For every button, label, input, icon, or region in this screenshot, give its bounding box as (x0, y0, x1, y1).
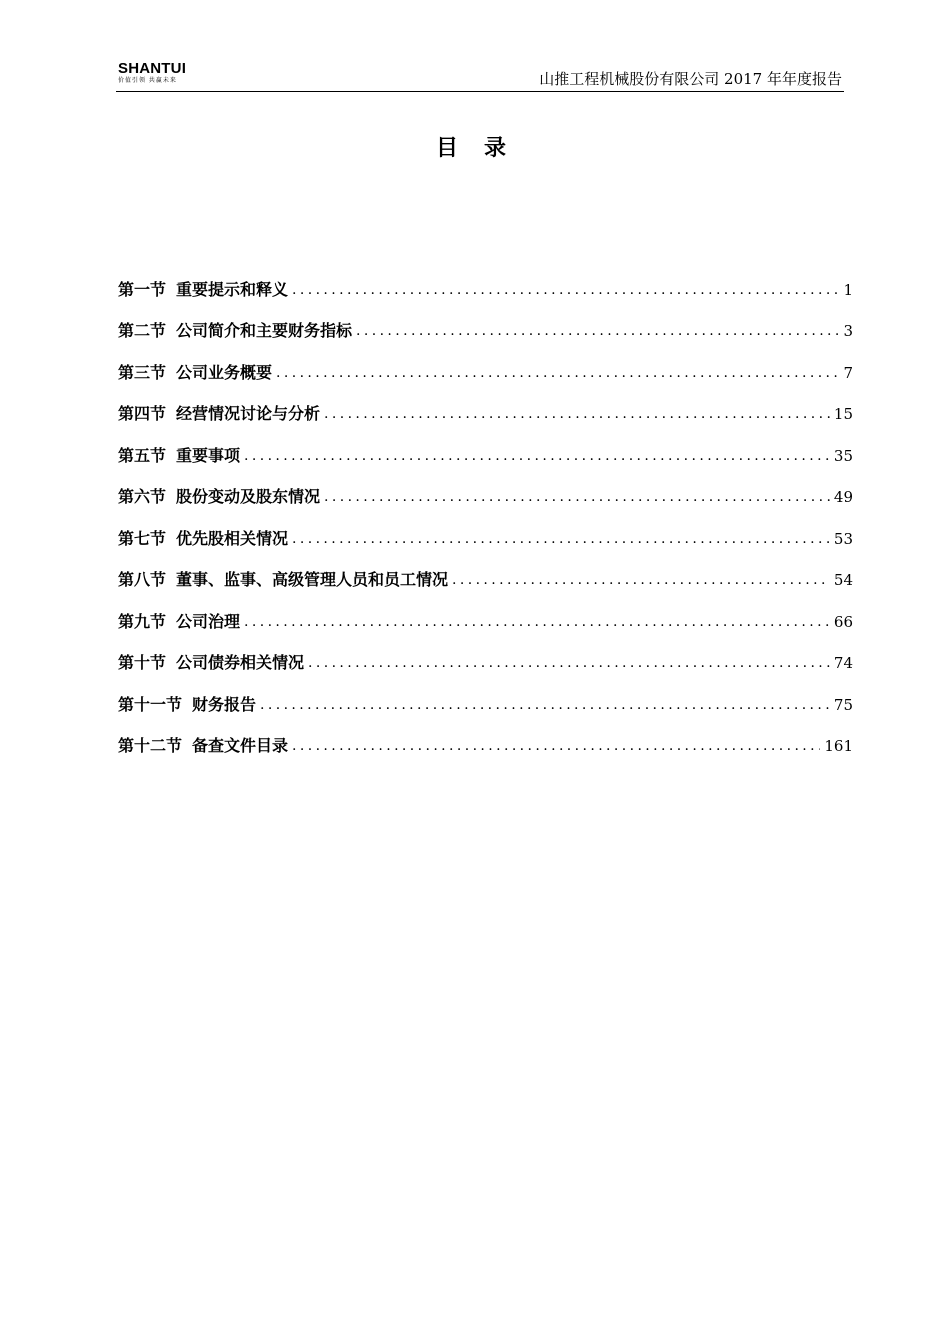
toc-heading: 目录 (435, 136, 532, 161)
toc-section-number: 第十一节 (118, 694, 183, 714)
toc-section-name: 公司业务概要 (176, 362, 273, 382)
toc-section-name: 公司治理 (176, 611, 241, 631)
toc-entry[interactable] (118, 673, 853, 715)
toc-leader-dots (244, 446, 830, 466)
toc-section-name: 经营情况讨论与分析 (176, 404, 321, 423)
toc-section-number: 第十节 (118, 653, 167, 672)
toc-leader-dots (292, 736, 820, 756)
toc-section-name: 公司债券相关情况 (176, 653, 305, 672)
toc-section-number: 第八节 (118, 570, 167, 589)
toc-section-name: 股份变动及股东情况 (176, 487, 321, 506)
toc-section-name: 优先股相关情况 (176, 528, 289, 548)
toc-leader-dots (324, 487, 830, 507)
toc-page-number: 15 (833, 405, 853, 423)
toc-section-name: 重要事项 (176, 445, 241, 465)
toc-leader-dots (308, 653, 830, 673)
toc-page-number: 3 (843, 322, 853, 340)
toc-leader-dots (276, 363, 839, 383)
report-header-title: 山推工程机械股份有限公司 2017 年年度报告 (539, 70, 842, 88)
toc-section-name: 财务报告 (192, 694, 257, 714)
toc-page-number: 161 (824, 737, 853, 755)
toc-page-number: 74 (833, 654, 853, 672)
toc-section-number: 第七节 (118, 528, 167, 548)
company-logo (118, 61, 214, 89)
toc-page-number: 35 (833, 446, 853, 465)
toc-entry[interactable] (118, 590, 853, 632)
toc-entry[interactable] (118, 549, 853, 591)
toc-leader-dots (452, 570, 830, 590)
table-of-contents (118, 258, 853, 756)
toc-entry[interactable] (118, 258, 853, 300)
toc-entry[interactable] (118, 715, 853, 757)
toc-entry[interactable] (118, 507, 853, 549)
toc-page-number: 53 (833, 529, 853, 548)
toc-page-number: 1 (843, 280, 853, 299)
toc-section-name: 重要提示和释义 (176, 279, 289, 299)
toc-entry[interactable] (118, 466, 853, 508)
toc-leader-dots (260, 695, 830, 715)
toc-entry[interactable] (118, 383, 853, 425)
toc-section-number: 第一节 (118, 279, 167, 299)
toc-leader-dots (292, 529, 830, 549)
toc-page-number: 49 (833, 488, 853, 506)
toc-leader-dots (292, 280, 839, 300)
toc-entry[interactable] (118, 300, 853, 342)
logo-tagline: 价值引领 共赢未来 (118, 77, 177, 84)
toc-section-number: 第十二节 (118, 736, 183, 755)
toc-leader-dots (324, 404, 830, 424)
toc-section-name: 备查文件目录 (192, 736, 289, 755)
header-divider (116, 91, 844, 92)
toc-leader-dots (244, 612, 830, 632)
toc-entry[interactable] (118, 341, 853, 383)
toc-page-number: 54 (833, 571, 853, 589)
toc-page-number: 75 (833, 695, 853, 714)
toc-section-name: 公司简介和主要财务指标 (176, 321, 353, 340)
toc-page-number: 7 (843, 363, 853, 382)
toc-section-number: 第五节 (118, 445, 167, 465)
toc-entry[interactable] (118, 424, 853, 466)
logo-wordmark: SHANTUI (118, 60, 187, 77)
toc-page-number: 66 (833, 612, 853, 631)
toc-leader-dots (356, 321, 839, 341)
toc-section-number: 第四节 (118, 404, 167, 423)
toc-section-number: 第九节 (118, 611, 167, 631)
toc-section-name: 董事、监事、高级管理人员和员工情况 (176, 570, 449, 589)
toc-section-number: 第二节 (118, 321, 167, 340)
toc-section-number: 第三节 (118, 362, 167, 382)
toc-entry[interactable] (118, 632, 853, 674)
toc-section-number: 第六节 (118, 487, 167, 506)
